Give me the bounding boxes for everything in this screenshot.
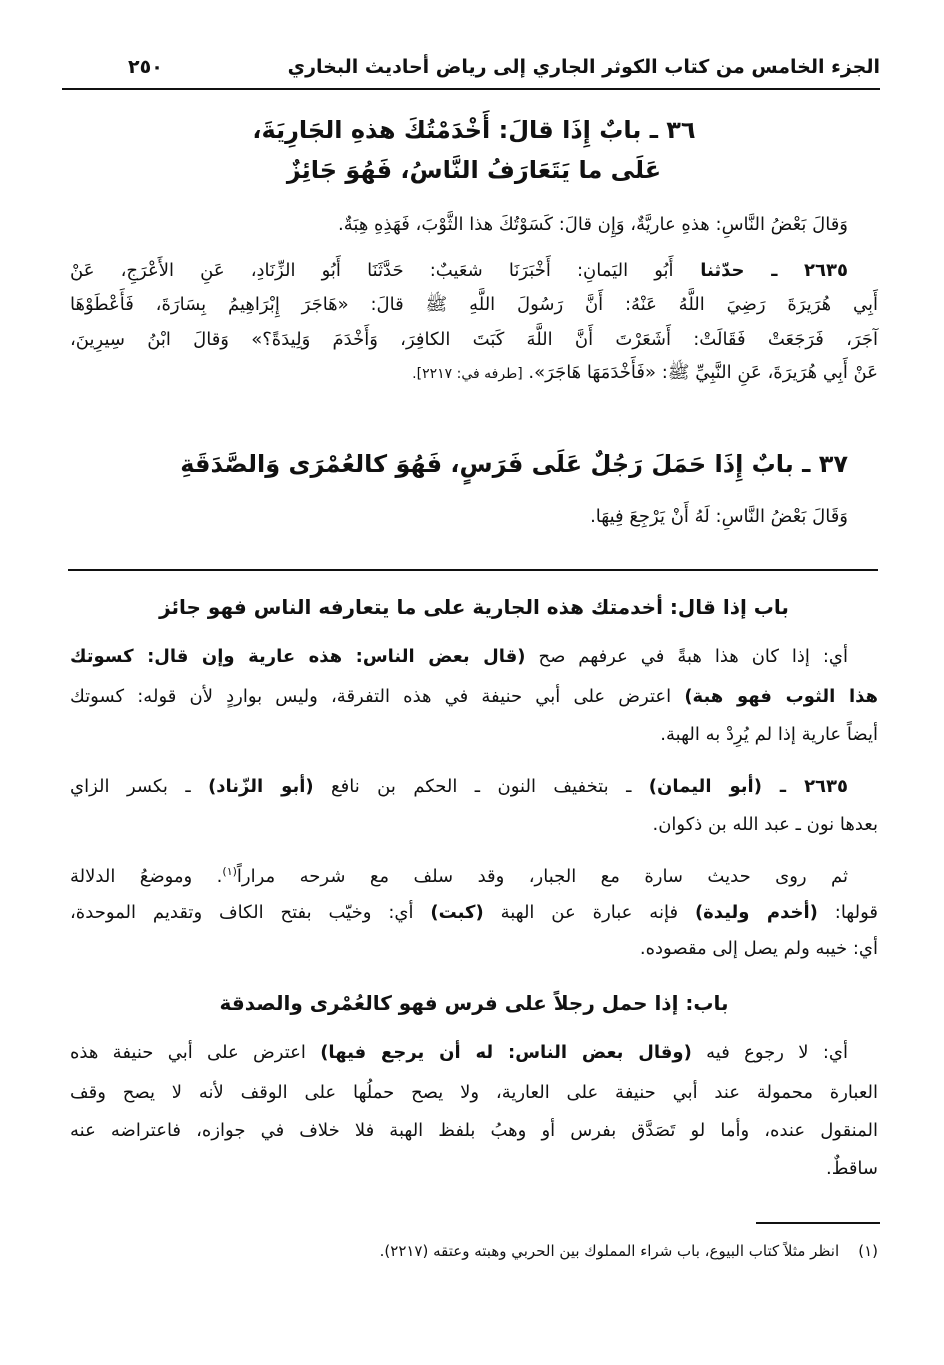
text-segment: وَقَالَ بَعْضُ النَّاسِ: لَهُ أَنْ يَرْجِعَ فِيهَا. <box>590 506 848 527</box>
text-segment: ـ بكسر الزاي <box>70 776 209 797</box>
text-segment: باب إذا قال: أخدمتك هذه الجارية على ما يتعارفه الناس فهو جائز <box>159 595 789 619</box>
header-rule <box>62 88 880 90</box>
section-heading <box>70 152 878 188</box>
footnote-marker: (١) <box>858 1242 878 1260</box>
text-line <box>70 358 878 389</box>
text-segment: وَقالَ بَعْضُ النَّاسِ: هذهِ عاريَّةٌ، وَإِن قالَ: كَسَوْتُكَ هذا الثَّوْبَ، فَهَذِهِ هِبَةٌ. <box>338 214 848 235</box>
text-segment: آجَرَ، فَرَجَعَتْ فَقَالَتْ: أَشَعَرْتَ أَنَّ اللَّهَ كَبَتَ الكافِرَ، وَأَخْدَمَ وَلِيدَةً؟» وَقالَ ابْنُ سِيرِينَ، <box>70 329 878 350</box>
text-segment: ٣٧ ـ بابٌ إِذَا حَمَلَ رَجُلٌ عَلَى فَرَسٍ، فَهُوَ كالعُمْرَى وَالصَّدَقَةِ <box>180 450 848 478</box>
text-segment: أَبِي هُرَيرَةَ رَضِيَ اللَّهُ عَنْهُ: أَنَّ رَسُولَ اللَّهِ ﷺ قالَ: «هَاجَرَ إِبْرَاهِيمُ بِسَارَةَ، فَأَعْطَوْهَا <box>70 294 878 315</box>
text-segment: (كبت) <box>430 902 484 923</box>
text-segment: . وموضعُ الدلالة <box>70 866 223 887</box>
footnote-ref: (١) <box>222 865 237 878</box>
text-line <box>70 1078 878 1108</box>
text-line <box>70 1116 878 1146</box>
text-segment: ٣٦ ـ بابٌ إِذَا قالَ: أَخْدَمْتُكَ هذهِ الجَارِيَةَ، <box>252 116 696 144</box>
footnote-rule <box>756 1222 880 1224</box>
text-line <box>70 502 878 532</box>
section-divider <box>68 569 878 571</box>
section-heading <box>70 446 878 482</box>
section-heading <box>70 112 878 148</box>
text-line <box>70 290 878 320</box>
text-segment: (قال بعض الناس: هذه عارية وإن قال: كسوتك <box>70 646 526 667</box>
text-segment: أي: إذا كان هذا هبةً في عرفهم صح <box>525 646 848 667</box>
text-line <box>70 934 878 964</box>
text-segment: المنقول عنده، وأما لو تَصَدَّق بفرس أو وهبُ بلفظ الهبة فلا خلاف في جوازه، فاعتراضه عنه <box>70 1120 878 1141</box>
text-segment: اعترض على أبي حنيفة في هذه التفرقة، وليس بواردٍ لأن قوله: كسوتك <box>70 686 685 707</box>
text-segment: أي: لا رجوع فيه <box>691 1042 848 1063</box>
text-segment: ٢٦٣٥ ـ (أبو اليمان) <box>648 776 849 797</box>
text-segment: عَلَى ما يَتَعَارَفُ النَّاسُ، فَهُوَ جَائِزٌ <box>286 156 662 184</box>
text-segment: باب: إذا حمل رجلاً على فرس فهو كالعُمْرى والصدقة <box>219 991 729 1015</box>
text-segment: ثم روى حديث سارة مع الجبار، وقد سلف مع شرحه مراراً <box>236 866 848 887</box>
section-heading <box>70 592 878 622</box>
text-segment: العبارة محمولة عند أبي حنيفة على العارية، ولا يصح حملُها على الوقف لأنه لا يصح وقف <box>70 1082 878 1103</box>
text-segment: ـ بتخفيف النون ـ الحكم بن نافع <box>313 776 649 797</box>
text-line <box>70 1154 878 1184</box>
text-segment: (وقال بعض الناس: له أن يرجع فيها) <box>320 1042 692 1063</box>
text-segment: بعدها نون ـ عبد الله بن ذكوان. <box>652 814 878 835</box>
text-segment: أي: خيبه ولم يصل إلى مقصوده. <box>639 938 878 959</box>
text-segment: اعترض على أبي حنيفة هذه <box>70 1042 321 1063</box>
text-segment: عَنْ أَبِي هُرَيرَةَ، عَنِ النَّبِيِّ ﷺ: «فَأَخْدَمَهَا هَاجَرَ». <box>522 362 878 383</box>
text-line <box>70 1038 878 1068</box>
text-segment: قولها: <box>817 902 878 923</box>
text-line <box>70 210 878 240</box>
header-title: الجزء الخامس من كتاب الكوثر الجاري إلى رياض أحاديث البخاري <box>287 56 880 78</box>
text-line <box>70 898 878 928</box>
text-segment: هذا الثوب فهو هبة) <box>684 686 878 707</box>
text-line <box>70 810 878 840</box>
section-heading <box>70 988 878 1018</box>
text-line <box>70 720 878 750</box>
text-segment: ٢٦٣٥ ـ حدّثنا <box>673 260 848 281</box>
text-segment: (أخدم وليدة) <box>694 902 818 923</box>
text-segment: فإنه عبارة عن الهبة <box>483 902 695 923</box>
footnote-text: انظر مثلاً كتاب البيوع، باب شراء المملوك بين الحربي وهبته وعتقه (٢٢١٧). <box>379 1242 840 1260</box>
text-line <box>70 862 878 892</box>
text-line <box>70 256 878 286</box>
text-segment: [طرفه في: ٢٢١٧]. <box>412 366 523 382</box>
text-segment: أي: وخيّب بفتح الكاف وتقديم الموحدة، <box>70 902 431 923</box>
page-number: ٢٥٠ <box>128 56 163 78</box>
footnote <box>70 1236 878 1266</box>
text-line <box>70 642 878 672</box>
text-segment: ساقطٌ. <box>826 1158 878 1179</box>
text-line <box>70 325 878 355</box>
text-line <box>70 682 878 712</box>
text-segment: (أبو الزّناد) <box>208 776 314 797</box>
text-segment: أَبُو اليَمانِ: أَخْبَرَنَا شعَيبٌ: حَدَّثَنَا أَبُو الزِّنَادِ، عَنِ الأَعْرَجِ، عَنْ <box>70 260 674 281</box>
text-segment: أيضاً عارية إذا لم يُرِدْ به الهبة. <box>660 724 878 745</box>
text-line <box>70 772 878 802</box>
